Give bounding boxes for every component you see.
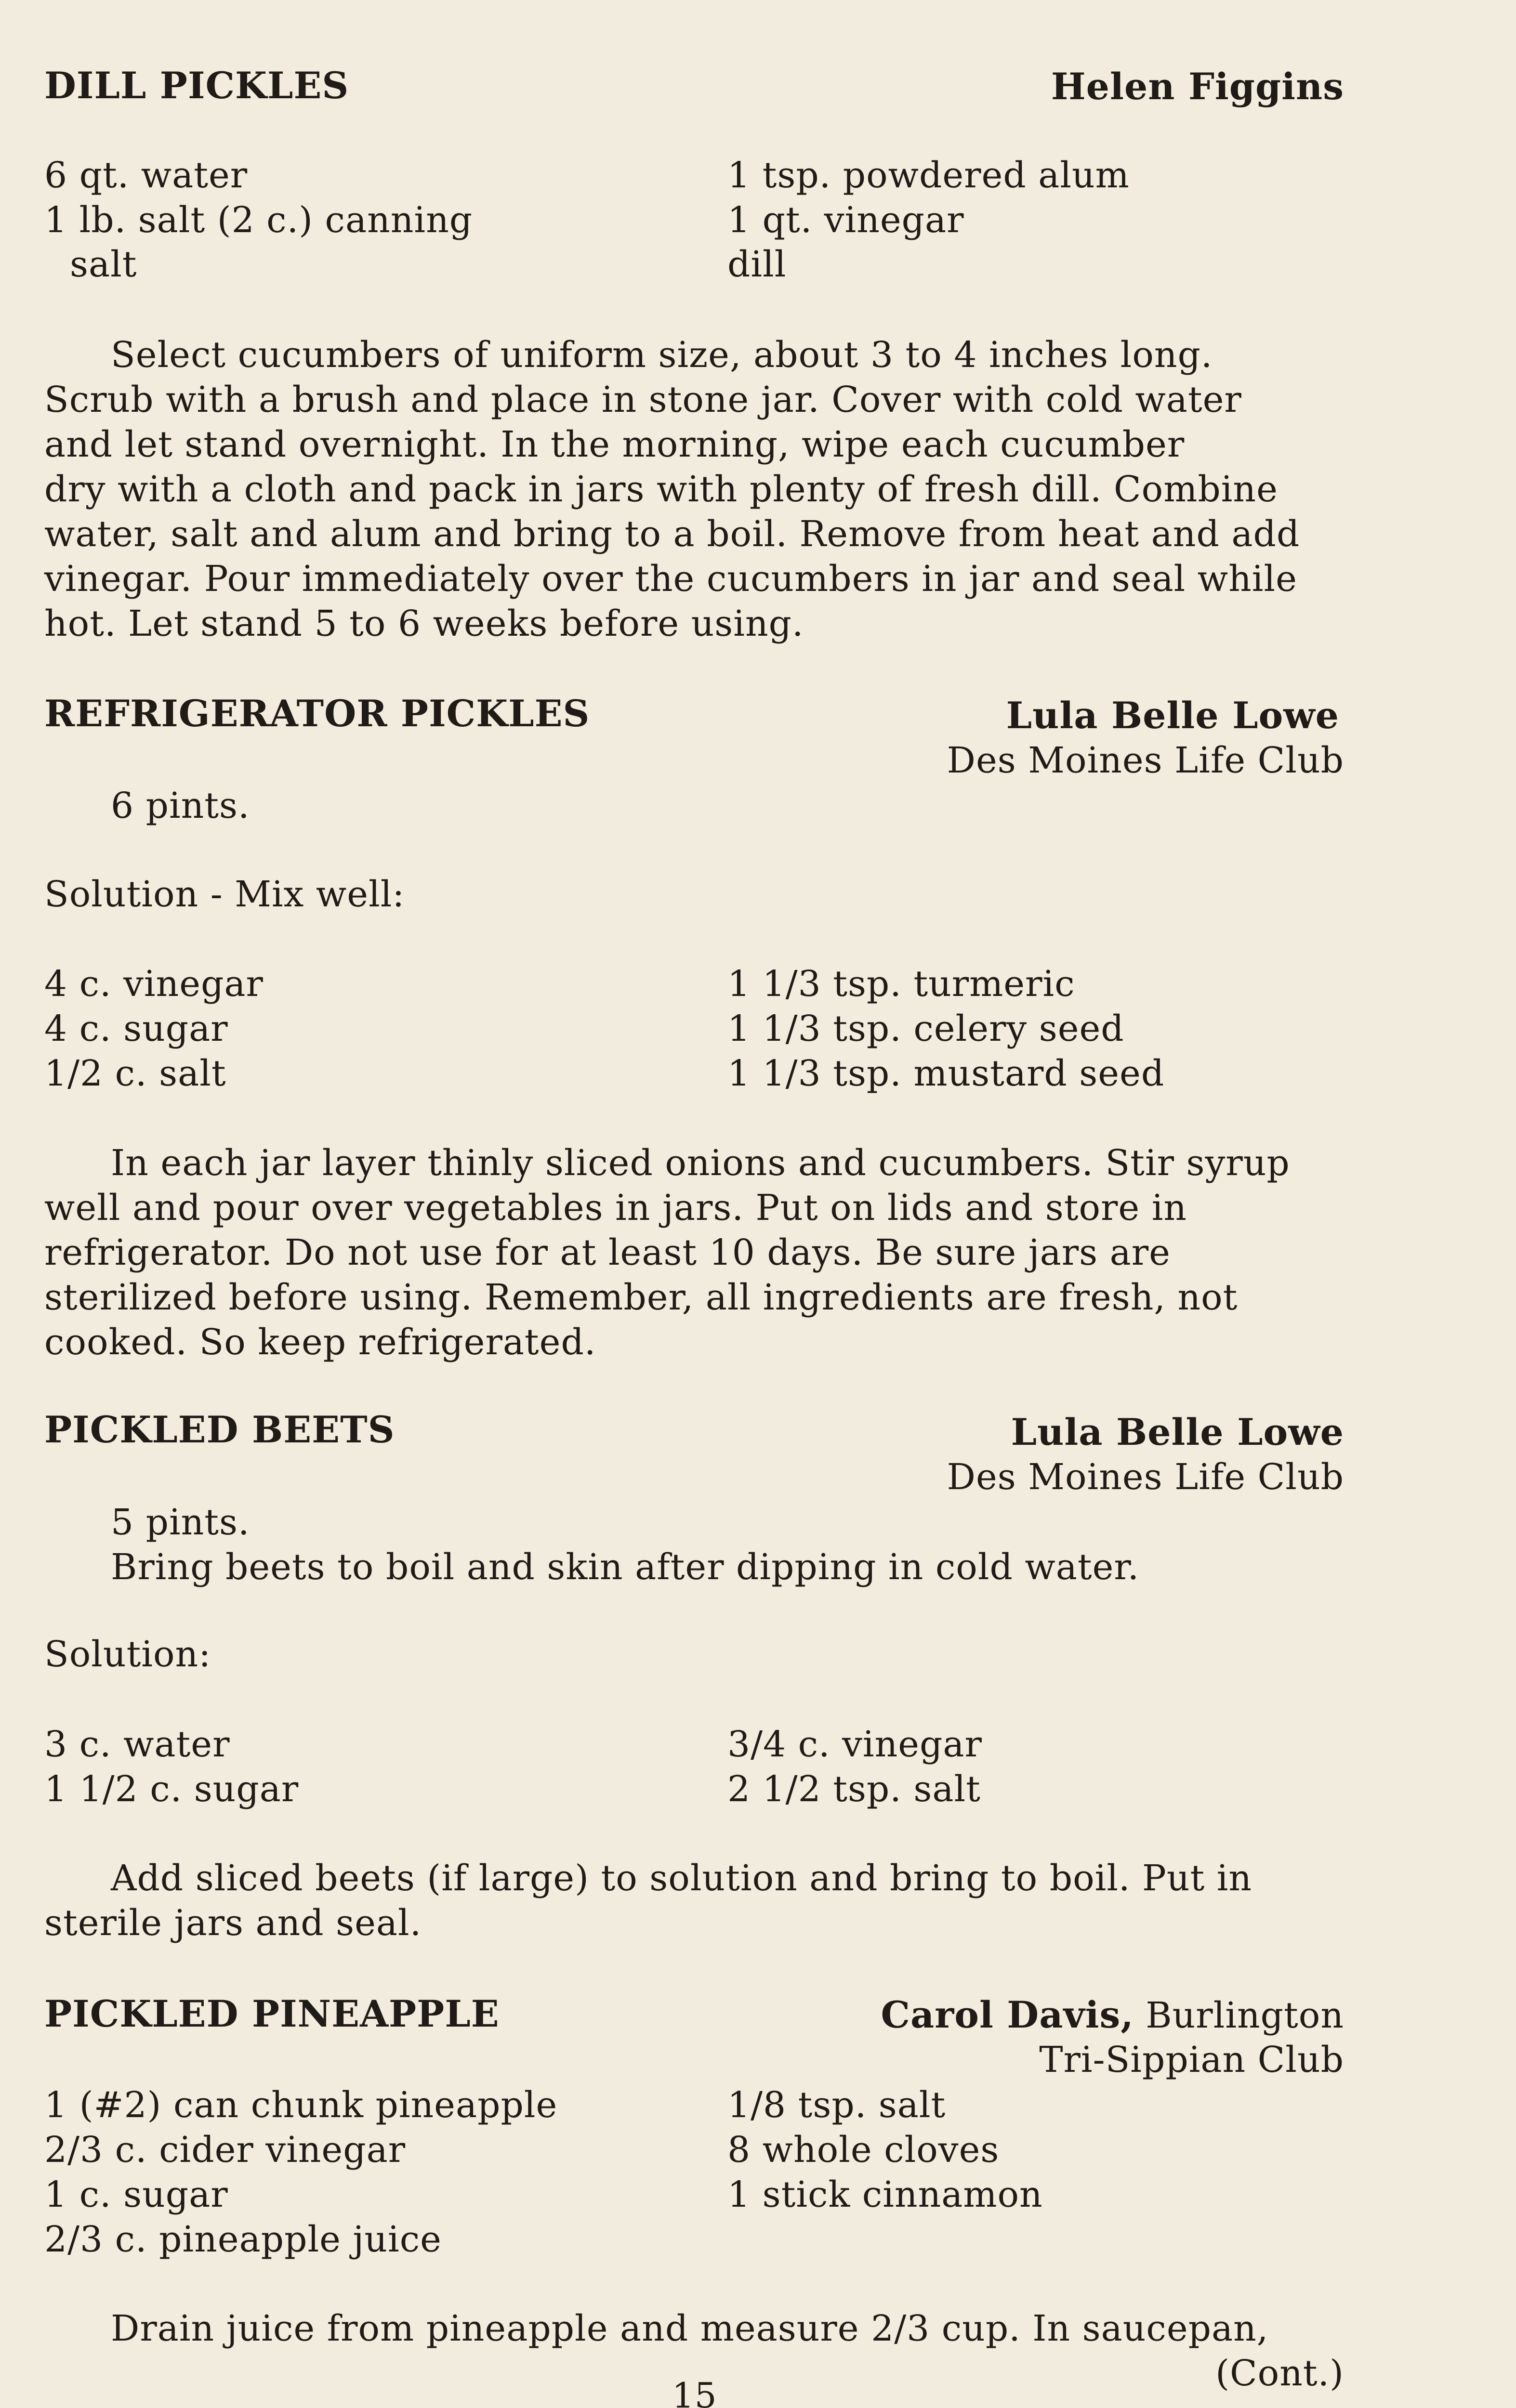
ingredient: 1 1/3 tsp. mustard seed xyxy=(727,1053,1165,1094)
direction-line: In each jar layer thinly sliced onions and cucumbers. Stir syrup xyxy=(111,1142,1290,1184)
recipe-yield: 5 pints. xyxy=(111,1502,250,1543)
ingredient: 3 c. water xyxy=(44,1724,230,1765)
direction-line: dry with a cloth and pack in jars with plenty of fresh dill. Combine xyxy=(44,469,1278,510)
recipe-author-city: Burlington xyxy=(1146,1995,1344,2036)
ingredient: 1 lb. salt (2 c.) canning xyxy=(44,199,473,241)
direction-line: Select cucumbers of uniform size, about 3 to 4 inches long. xyxy=(111,334,1213,376)
recipe-author: Lula Belle Lowe xyxy=(1011,1411,1344,1453)
direction-line: cooked. So keep refrigerated. xyxy=(44,1322,596,1363)
direction-line: Drain juice from pineapple and measure 2/3 cup. In saucepan, xyxy=(111,2308,1269,2349)
recipe-author: Carol Davis, xyxy=(881,1993,1134,2036)
ingredient: salt xyxy=(70,244,137,285)
recipe-author: Lula Belle Lowe xyxy=(1006,694,1339,737)
recipe-yield: 6 pints. xyxy=(111,785,250,826)
recipe-title-refrigerator-pickles: REFRIGERATOR PICKLES xyxy=(44,692,590,735)
ingredient: 1 1/3 tsp. turmeric xyxy=(727,963,1075,1005)
recipe-author-line xyxy=(881,1993,1345,2036)
ingredient: 1 1/2 c. sugar xyxy=(44,1768,299,1810)
ingredient: 1 qt. vinegar xyxy=(727,199,964,241)
ingredient: 6 qt. water xyxy=(44,155,248,196)
ingredient: 1 1/3 tsp. celery seed xyxy=(727,1008,1124,1049)
recipe-author: Helen Figgins xyxy=(1051,65,1344,108)
recipe-club: Des Moines Life Club xyxy=(947,740,1344,781)
ingredient: 1 c. sugar xyxy=(44,2174,228,2215)
ingredient: 1/2 c. salt xyxy=(44,1053,226,1094)
direction-line: refrigerator. Do not use for at least 10 days. Be sure jars are xyxy=(44,1232,1171,1273)
prep-line: Bring beets to boil and skin after dipping in cold water. xyxy=(111,1546,1140,1588)
ingredient: 2/3 c. cider vinegar xyxy=(44,2129,406,2171)
ingredient: 4 c. vinegar xyxy=(44,963,264,1005)
direction-line: sterile jars and seal. xyxy=(44,1902,422,1944)
continued-label: (Cont.) xyxy=(1215,2353,1344,2394)
direction-line: sterilized before using. Remember, all ingredients are fresh, not xyxy=(44,1277,1238,1318)
direction-line: Scrub with a brush and place in stone jar. Cover with cold water xyxy=(44,379,1242,420)
direction-line: Add sliced beets (if large) to solution and bring to boil. Put in xyxy=(111,1858,1252,1899)
direction-line: water, salt and alum and bring to a boil. Remove from heat and add xyxy=(44,513,1300,555)
recipe-title-pickled-pineapple: PICKLED PINEAPPLE xyxy=(44,1992,500,2035)
ingredient: 4 c. sugar xyxy=(44,1008,228,1049)
ingredient: dill xyxy=(727,244,787,285)
page-number: 15 xyxy=(672,2375,717,2408)
ingredient: 1 stick cinnamon xyxy=(727,2174,1043,2215)
ingredient: 2 1/2 tsp. salt xyxy=(727,1768,981,1810)
direction-line: well and pour over vegetables in jars. Put on lids and store in xyxy=(44,1187,1187,1229)
direction-line: vinegar. Pour immediately over the cucumbers in jar and seal while xyxy=(44,558,1297,600)
recipe-title-pickled-beets: PICKLED BEETS xyxy=(44,1408,395,1451)
direction-line: hot. Let stand 5 to 6 weeks before using. xyxy=(44,603,804,644)
ingredient: 2/3 c. pineapple juice xyxy=(44,2219,442,2260)
ingredient: 1 (#2) can chunk pineapple xyxy=(44,2084,558,2126)
recipe-title-dill-pickles: DILL PICKLES xyxy=(44,64,349,107)
solution-label: Solution: xyxy=(44,1634,211,1675)
ingredient: 8 whole cloves xyxy=(727,2129,1000,2171)
recipe-club: Tri-Sippian Club xyxy=(1039,2039,1344,2081)
ingredient: 3/4 c. vinegar xyxy=(727,1724,982,1765)
ingredient: 1/8 tsp. salt xyxy=(727,2084,946,2126)
recipe-club: Des Moines Life Club xyxy=(947,1456,1344,1498)
ingredient: 1 tsp. powdered alum xyxy=(727,155,1130,196)
direction-line: and let stand overnight. In the morning, wipe each cucumber xyxy=(44,424,1185,465)
solution-label: Solution - Mix well: xyxy=(44,874,405,915)
